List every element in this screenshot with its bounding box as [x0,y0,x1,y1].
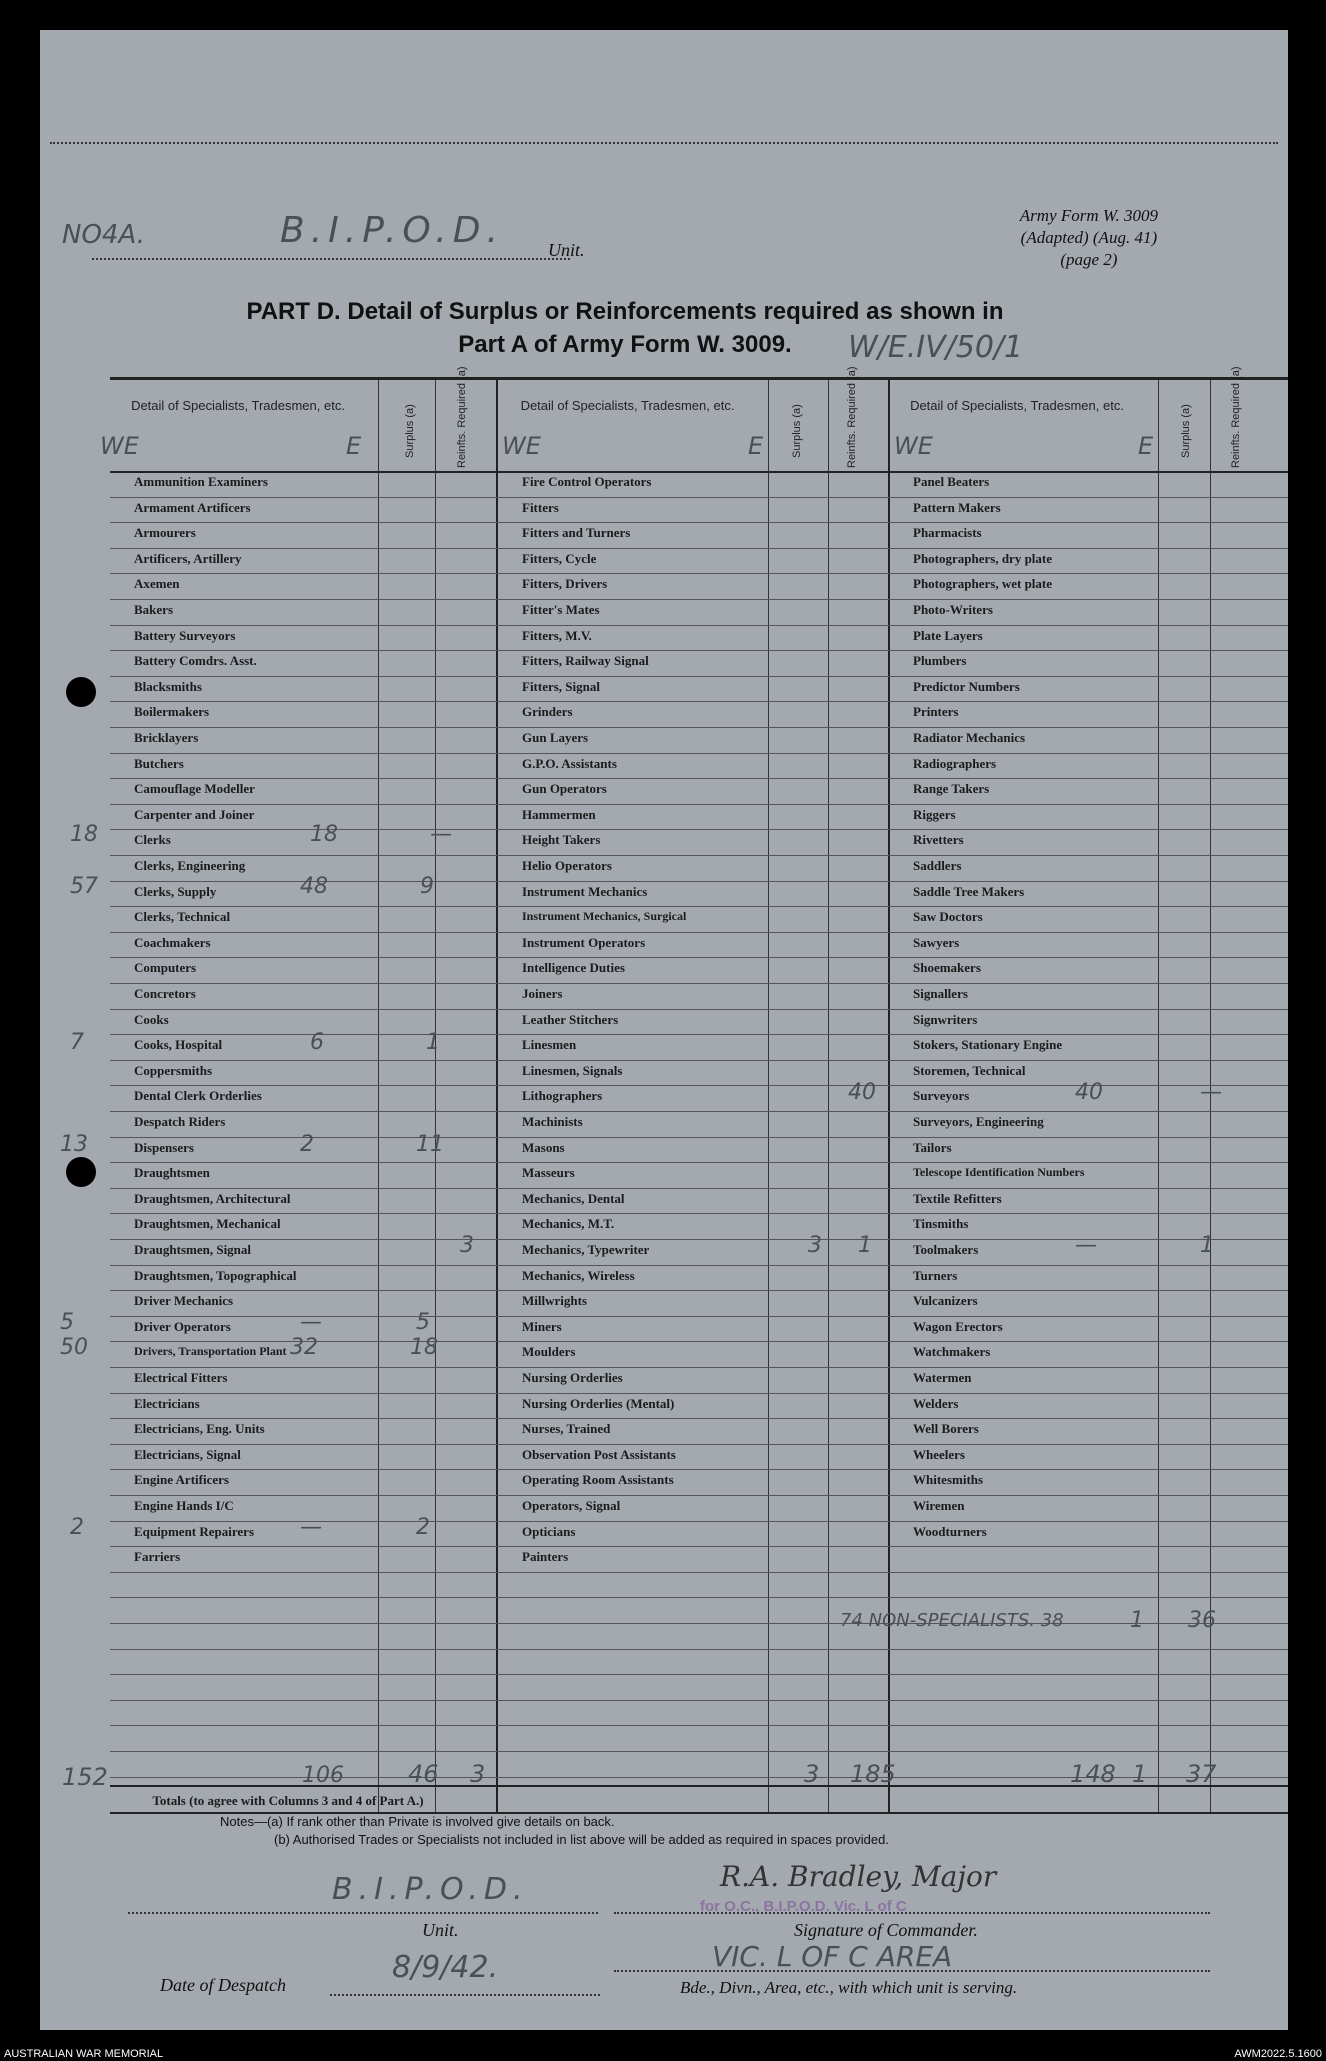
col2-row-label: Height Takers [522,832,601,848]
row-line [110,650,1288,651]
col1-row-label: Electricians [134,1395,200,1411]
unit-number-handwritten: NO4A. [62,220,145,250]
col2-row-label: Gun Layers [522,730,589,745]
col2-row-label: Mechanics, M.T. [522,1216,615,1232]
col2-row-label: Millwrights [522,1293,587,1309]
col2-row-label: Mechanics, Wireless [522,1267,635,1283]
row-line [110,983,1288,984]
row-line [110,1162,1288,1163]
col3-row-label: Woodturners [913,1523,987,1539]
non-spec-surplus: 1 [1130,1608,1144,1633]
date-value: 8/9/42. [392,1950,499,1985]
row-line [110,1469,1288,1470]
area-label: Bde., Divn., Area, etc., with which unit is serving. [680,1978,1018,1997]
col1-row-label: Artificers, Artillery [134,550,242,566]
engine-hands-we: 2 [70,1515,84,1540]
col3-row-label: Pharmacists [913,525,982,541]
note-a: Notes—(a) If rank other than Private is involved give details on back. [220,1814,615,1829]
row-line [110,829,1288,830]
col1-e-mark: E [346,432,362,460]
col1-row-label: Drivers, Transportation Plant [134,1344,287,1359]
col2-row-label: Grinders [522,704,573,720]
totals-col1-we: 152 [62,1763,108,1791]
col1-row-label: Armament Artificers [134,499,251,515]
col2-row-label: Fitters and Turners [522,525,631,541]
area-handwritten: VIC. L OF C AREA [712,1940,953,1973]
footer-unit-handwritten: B.I.P.O.D. [332,1872,529,1907]
col3-row-label: Tailors [913,1139,952,1155]
row-line [110,1085,1288,1086]
col3-row-label: Photo-Writers [913,602,993,617]
row-line [110,1290,1288,1291]
col1-row-label: Bakers [134,602,173,617]
row-line [110,1572,1288,1573]
clerks-supply-reinf: 9 [420,874,434,899]
col3-row-label: Wiremen [913,1498,965,1513]
col3-row-label: Radiographers [913,755,997,771]
col1-row-label: Cooks [134,1011,169,1027]
col3-row-label: Wagon Erectors [913,1318,1003,1334]
row-line [110,855,1288,856]
col3-row-label: Plumbers [913,653,967,669]
col1-row-label: Boilermakers [134,704,210,720]
col1-row-label: Coachmakers [134,934,211,950]
col2-row-label: Leather Stitchers [522,1011,619,1027]
col2-row-label: Moulders [522,1344,576,1360]
col2-row-label: Fitters, Railway Signal [522,653,649,669]
col1-row-label: Draughtsmen, Architectural [134,1190,291,1206]
signature-line [614,1912,1210,1914]
col1-row-label: Clerks, Supply [134,883,217,899]
col3-row-label: Range Takers [913,781,990,797]
col3-reinfts-header: Reinfts. Required (a) [1230,366,1242,468]
totals-col1-reinf: 46 [408,1760,439,1788]
row-line [110,1546,1288,1547]
row-line [110,1725,1288,1726]
driver-mech-reinf: 5 [416,1310,430,1335]
row-line [110,1623,1288,1624]
col2-row-label: Nurses, Trained [522,1421,611,1437]
col3-row-label: Signwriters [913,1011,978,1027]
col1-row-label: Driver Operators [134,1318,231,1334]
punch-hole-top [66,677,96,707]
row-line [110,1265,1288,1266]
col2-row-label: Observation Post Assistants [522,1446,676,1462]
row-line [110,1137,1288,1138]
table-header [110,380,1288,473]
tinsmiths-e: — [1075,1233,1097,1258]
row-line [110,1239,1288,1240]
col1-row-label: Driver Mechanics [134,1293,234,1309]
col3-row-label: Panel Beaters [913,474,990,489]
col3-row-label: Printers [913,704,959,720]
non-spec-reinf: 36 [1188,1608,1216,1633]
clerks-supply-e: 48 [300,874,328,899]
col2-row-label: Hammermen [522,806,596,822]
unit-name-handwritten: B.I.P.O.D. [280,210,504,251]
col1-row-label: Computers [134,960,197,976]
col3-row-label: Signallers [913,986,968,1001]
col2-row-label: Fitters, Drivers [522,576,608,592]
col1-row-label: Battery Surveyors [134,627,236,643]
col1-row-label: Electricians, Eng. Units [134,1421,265,1437]
col1-row-label: Ammunition Examiners [134,474,268,489]
despatch-we: 13 [60,1132,88,1157]
col1-detail-header: Detail of Specialists, Tradesmen, etc. [131,398,345,413]
row-line [110,1597,1288,1598]
col2-row-label: Operating Room Assistants [522,1472,674,1488]
date-line [330,1994,600,1996]
col3-row-label: Wheelers [913,1446,965,1462]
col2-row-label: Machinists [522,1114,583,1129]
row-line [110,1034,1288,1035]
col3-row-label: Vulcanizers [913,1293,978,1309]
notes [220,1813,889,1849]
col2-row-label: Operators, Signal [522,1498,621,1513]
non-specialists: 74 NON-SPECIALISTS. 38 [840,1610,1064,1631]
col2-row-label: Linesmen [522,1037,577,1053]
totals-col3-reinf: 37 [1186,1760,1217,1788]
col3-row-label: Saddle Tree Makers [913,883,1025,899]
col3-we-mark: WE [894,432,933,460]
col3-row-label: Shoemakers [913,960,981,976]
col1-row-label: Battery Comdrs. Asst. [134,653,257,669]
signature-label: Signature of Commander. [794,1920,978,1940]
col3-row-label: Pattern Makers [913,499,1001,515]
row-line [110,1009,1288,1010]
punch-hole-bottom [66,1157,96,1187]
mech-mt-reinf: 3 [808,1233,822,1258]
col2-row-label: G.P.O. Assistants [522,755,617,771]
storemen-e: 40 [1075,1080,1103,1105]
col2-reinfts-header: Reinfts. Required (a) [846,366,858,468]
col1-row-label: Armourers [134,525,196,541]
row-line [110,1188,1288,1189]
col1-row-label: Bricklayers [134,730,199,745]
row-line [110,522,1288,523]
col2-row-label: Opticians [522,1523,576,1539]
row-line [110,778,1288,779]
col2-e-mark: E [748,432,764,460]
col1-row-label: Dispensers [134,1139,194,1155]
row-line [110,1393,1288,1394]
col3-row-label: Storemen, Technical [913,1062,1026,1078]
col2-row-label: Mechanics, Typewriter [522,1242,650,1257]
col3-row-label: Watermen [913,1370,972,1385]
cooks-e: 6 [310,1030,324,1055]
col3-row-label: Sawyers [913,934,960,950]
col1-row-label: Cooks, Hospital [134,1037,223,1053]
col2-detail-header: Detail of Specialists, Tradesmen, etc. [520,398,735,413]
col3-row-label: Surveyors [913,1088,970,1104]
col2-row-label: Masseurs [522,1165,575,1181]
col3-row-label: Saddlers [913,858,962,873]
row-line [110,1213,1288,1214]
col3-row-label: Toolmakers [913,1242,979,1257]
col1-row-label: Engine Hands I/C [134,1498,234,1513]
col2-row-label: Lithographers [522,1088,603,1104]
totals-label: Totals (to agree with Columns 3 and 4 of Part A.) [152,1793,424,1808]
col2-row-label: Mechanics, Dental [522,1190,625,1206]
driver-mech-e: — [300,1310,322,1335]
archive-left: AUSTRALIAN WAR MEMORIAL [4,2048,164,2060]
col1-row-label: Draughtsmen, Signal [134,1242,252,1257]
title-annotation-handwritten: W/E.IV/50/1 [848,330,1024,365]
col2-row-label: Instrument Mechanics, Surgical [522,909,687,924]
row-line [110,599,1288,600]
col1-row-label: Blacksmiths [134,678,202,694]
unit-stamp: for O.C., B.I.P.O.D. Vic. L of C [700,1898,907,1915]
col3-row-label: Radiator Mechanics [913,730,1026,745]
col1-row-label: Coppersmiths [134,1062,213,1078]
col1-row-label: Electrical Fitters [134,1370,228,1385]
col3-detail-header: Detail of Specialists, Tradesmen, etc. [910,398,1124,413]
form-ref-line3: (page 2) [1060,250,1118,269]
mech-mt-we: 3 [460,1233,474,1258]
date-label: Date of Despatch [160,1975,286,1995]
footer-unit-label: Unit. [422,1920,459,1940]
col1-row-label: Carpenter and Joiner [134,806,255,822]
col1-row-label: Draughtsmen [134,1165,210,1181]
engine-hands-reinf: 2 [416,1515,430,1540]
col2-row-label: Fitters, Signal [522,678,600,694]
col1-row-label: Butchers [134,755,184,771]
col2-row-label: Instrument Operators [522,934,646,950]
unit-dotted-line [92,258,570,260]
col2-row-label: Fitter's Mates [522,602,600,617]
cooks-we: 7 [70,1030,84,1055]
storemen-we: 40 [848,1080,876,1105]
col1-row-label: Clerks, Technical [134,909,231,925]
surplus-table [100,366,1288,1814]
col2-we-mark: WE [502,432,541,460]
col1-row-label: Farriers [134,1549,181,1565]
col1-row-label: Engine Artificers [134,1472,229,1488]
col1-row-label: Draughtsmen, Topographical [134,1267,297,1283]
row-line [110,701,1288,702]
despatch-reinf: 11 [416,1132,444,1157]
driver-op-we: 50 [60,1335,88,1360]
driver-op-reinf: 18 [410,1335,438,1360]
col1-row-label: Equipment Repairers [134,1523,255,1539]
col3-row-label: Photographers, dry plate [913,550,1053,566]
row-line [110,1418,1288,1419]
totals-col3-surplus: 1 [1132,1760,1148,1788]
totals-col3-we: 185 [850,1760,896,1788]
totals-col2-reinf: 3 [804,1760,820,1788]
commander-signature: R.A. Bradley, Major [720,1860,997,1893]
col3-row-label: Photographers, wet plate [913,576,1053,592]
col3-row-label: Riggers [913,806,956,822]
col3-row-label: Plate Layers [913,627,983,643]
col3-row-label: Saw Doctors [913,909,983,925]
totals-col2-we: 3 [470,1760,486,1788]
form-reference [1020,205,1158,271]
col2-row-label: Gun Operators [522,781,607,797]
row-line [110,1111,1288,1112]
row-line [110,1444,1288,1445]
form-ref-line1: Army Form W. 3009 [1019,206,1158,225]
row-line [110,804,1288,805]
archive-right: AWM2022.5.1600 [1234,2048,1322,2060]
row-line [110,1700,1288,1701]
row-line [110,1674,1288,1675]
col1-row-label: Camouflage Modeller [134,781,255,797]
storemen-reinf: — [1200,1080,1222,1105]
row-line [110,1649,1288,1650]
col1-row-label: Axemen [134,576,180,592]
row-line [110,753,1288,754]
tinsmiths-we: 1 [858,1233,872,1258]
clerks-reinf: — [430,822,452,847]
col2-row-label: Fitters [522,499,559,515]
title-line2: Part A of Army Form W. 3009. [458,331,792,358]
col3-row-label: Whitesmiths [913,1472,984,1488]
clerks-we: 18 [70,822,98,847]
perforation-line [50,142,1278,144]
col2-row-label: Fire Control Operators [522,474,652,489]
col2-row-label: Fitters, M.V. [522,627,592,643]
driver-op-e: 32 [290,1335,318,1360]
col2-row-label: Linesmen, Signals [522,1062,623,1078]
col2-row-label: Painters [522,1549,569,1565]
row-line [110,1495,1288,1496]
col3-row-label: Stokers, Stationary Engine [913,1037,1063,1053]
row-line [110,957,1288,958]
row-line [110,1521,1288,1522]
row-line [110,573,1288,574]
col1-row-label: Clerks, Engineering [134,858,246,873]
col1-we-mark: WE [100,432,139,460]
clerks-e: 18 [310,822,338,847]
col2-row-label: Miners [522,1318,562,1334]
tinsmiths-reinf: 1 [1200,1233,1214,1258]
col2-row-label: Masons [522,1139,565,1155]
row-line [110,906,1288,907]
col3-row-label: Tinsmiths [913,1216,969,1232]
driver-mech-we: 5 [60,1310,74,1335]
col3-e-mark: E [1138,432,1154,460]
col2-surplus-header: Surplus (a) [791,404,803,458]
form-ref-line2: (Adapted) (Aug. 41) [1020,228,1158,247]
row-line [110,881,1288,882]
col2-row-label: Fitters, Cycle [522,550,597,566]
col3-row-label: Rivetters [913,832,964,848]
title-line1: PART D. Detail of Surplus or Reinforcements required as shown in [246,298,1004,325]
row-line [110,1316,1288,1317]
footer-unit-line [128,1912,598,1914]
col1-row-label: Dental Clerk Orderlies [134,1088,262,1104]
row-line [110,1341,1288,1342]
col3-row-label: Turners [913,1267,958,1283]
col3-row-label: Welders [913,1395,959,1411]
unit-label: Unit. [548,240,585,260]
col3-row-label: Watchmakers [913,1344,991,1360]
col2-row-label: Nursing Orderlies (Mental) [522,1395,675,1411]
row-line [110,1367,1288,1368]
col3-row-label: Well Borers [913,1421,979,1437]
row-line [110,727,1288,728]
col1-surplus-header: Surplus (a) [404,404,416,458]
row-line [110,548,1288,549]
col3-row-label: Textile Refitters [913,1190,1002,1206]
note-b: (b) Authorised Trades or Specialists not included in list above will be added as required in spaces provided. [274,1832,889,1847]
cooks-reinf: 1 [426,1030,440,1055]
row-line [110,1060,1288,1061]
col1-reinfts-header: Reinfts. Required (a) [456,366,468,468]
col2-row-label: Nursing Orderlies [522,1370,623,1385]
row-line [110,497,1288,498]
col3-row-label: Surveyors, Engineering [913,1114,1044,1129]
col1-row-label: Concretors [134,986,196,1001]
form-sheet [40,30,1288,2030]
row-line [110,676,1288,677]
engine-hands-e: — [300,1515,322,1540]
totals-col1-e: 106 [302,1763,344,1788]
col3-surplus-header: Surplus (a) [1180,404,1192,458]
row-line [110,1751,1288,1752]
col2-row-label: Helio Operators [522,858,612,873]
col1-row-label: Electricians, Signal [134,1446,241,1462]
col1-row-label: Clerks [134,832,171,848]
archive-bar [0,2030,1326,2061]
col3-row-label: Predictor Numbers [913,678,1020,694]
clerks-supply-we: 57 [70,874,98,899]
col1-row-label: Draughtsmen, Mechanical [134,1216,281,1232]
col1-row-label: Despatch Riders [134,1114,226,1129]
row-line [110,625,1288,626]
totals-col3-e: 148 [1070,1760,1116,1788]
col2-row-label: Instrument Mechanics [522,883,648,899]
col3-row-label: Telescope Identification Numbers [913,1165,1085,1180]
area-line [614,1970,1210,1972]
despatch-e: 2 [300,1132,314,1157]
col2-row-label: Intelligence Duties [522,960,625,976]
row-line [110,932,1288,933]
col2-row-label: Joiners [522,986,563,1001]
